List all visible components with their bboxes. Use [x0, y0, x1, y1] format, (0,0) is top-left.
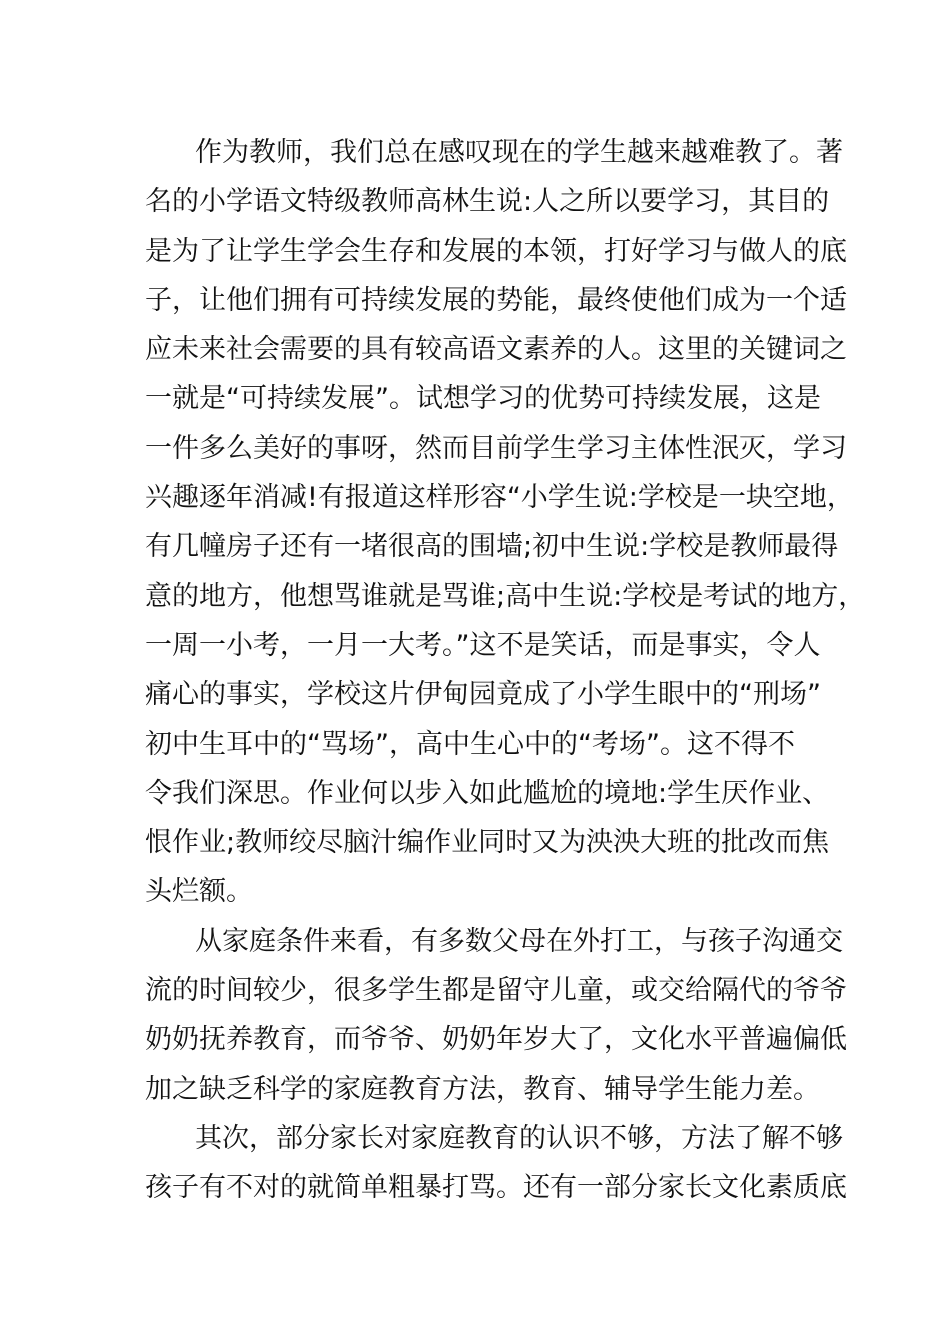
- text-line: 孩子有不对的就简单粗暴打骂。还有一部分家长文化素质底: [145, 1172, 847, 1204]
- text-line: 恨作业;教师绞尽脑汁编作业同时又为泱泱大班的批改而焦: [145, 827, 830, 859]
- text-line: 头烂额。: [145, 876, 253, 908]
- text-line: 是为了让学生学会生存和发展的本领，打好学习与做人的底: [145, 235, 847, 267]
- text-line: 令我们深思。作业何以步入如此尴尬的境地:学生厌作业、: [145, 777, 830, 809]
- paragraph-3: [145, 1114, 847, 1213]
- text-line: 应未来社会需要的具有较高语文素养的人。这里的关键词之: [145, 334, 847, 366]
- text-line: 意的地方，他想骂谁就是骂谁;高中生说:学校是考试的地方，: [145, 580, 866, 612]
- paragraph-1: [145, 128, 866, 917]
- document-body: [145, 128, 866, 1213]
- text-line: 一就是“可持续发展”。试想学习的优势可持续发展，这是: [145, 383, 821, 415]
- text-line: 其次，部分家长对家庭教育的认识不够，方法了解不够: [195, 1122, 843, 1154]
- text-line: 兴趣逐年消减!有报道这样形容“小学生说:学校是一块空地，: [145, 482, 854, 514]
- text-line: 从家庭条件来看，有多数父母在外打工，与孩子沟通交: [195, 925, 843, 957]
- text-line: 流的时间较少，很多学生都是留守儿童，或交给隔代的爷爷: [145, 975, 847, 1007]
- paragraph-2: [145, 917, 847, 1114]
- text-line: 子，让他们拥有可持续发展的势能，最终使他们成为一个适: [145, 284, 847, 316]
- text-line: 名的小学语文特级教师高林生说:人之所以要学习，其目的: [145, 186, 830, 218]
- text-line: 奶奶抚养教育，而爷爷、奶奶年岁大了，文化水平普遍偏低: [145, 1024, 847, 1056]
- text-line: 有几幢房子还有一堵很高的围墙;初中生说:学校是教师最得: [145, 531, 839, 563]
- text-line: 一件多么美好的事呀，然而目前学生学习主体性泯灭，学习: [145, 432, 847, 464]
- text-line: 一周一小考，一月一大考。”这不是笑话，而是事实，令人: [145, 629, 821, 661]
- text-line: 痛心的事实，学校这片伊甸园竟成了小学生眼中的“刑场”: [145, 679, 821, 711]
- text-line: 作为教师，我们总在感叹现在的学生越来越难教了。著: [195, 137, 843, 168]
- text-line: 加之缺乏科学的家庭教育方法，教育、辅导学生能力差。: [145, 1073, 820, 1105]
- text-line: 初中生耳中的“骂场”，高中生心中的“考场”。这不得不: [145, 728, 795, 760]
